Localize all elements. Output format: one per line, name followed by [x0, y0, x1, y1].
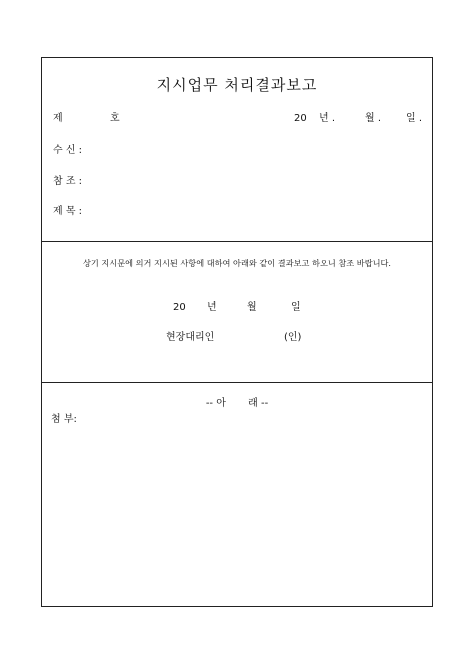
report-statement: 상기 지시문에 의거 지시된 사항에 대하여 아래와 같이 결과보고 하오니 참조 바랍니다.	[82, 258, 392, 268]
attachment-label: 첨 부:	[51, 414, 77, 425]
recipient-label: 수 신 :	[53, 145, 83, 156]
body-date-day-unit: 일	[291, 302, 301, 313]
body-date-year: 20	[173, 302, 186, 313]
section-divider	[42, 241, 432, 242]
number-suffix: 호	[110, 113, 120, 124]
subject-label: 제 목 :	[53, 206, 83, 217]
report-form	[41, 57, 433, 607]
header-date-year: 20	[294, 113, 307, 124]
seal-mark: (인)	[284, 332, 302, 343]
attachment-heading: -- 아 래 --	[205, 398, 269, 409]
number-label: 제	[53, 113, 63, 124]
document-title: 지시업무 처리결과보고	[156, 76, 318, 94]
body-date-month-unit: 월	[247, 302, 257, 313]
signer-label: 현장대리인	[166, 332, 215, 343]
header-date-year-unit: 년 .	[319, 113, 336, 124]
header-date-month-unit: 월 .	[365, 113, 382, 124]
header-date-day-unit: 일 .	[406, 113, 423, 124]
body-date-year-unit: 년	[207, 302, 217, 313]
section-divider	[42, 382, 432, 383]
reference-label: 참 조 :	[53, 176, 83, 187]
